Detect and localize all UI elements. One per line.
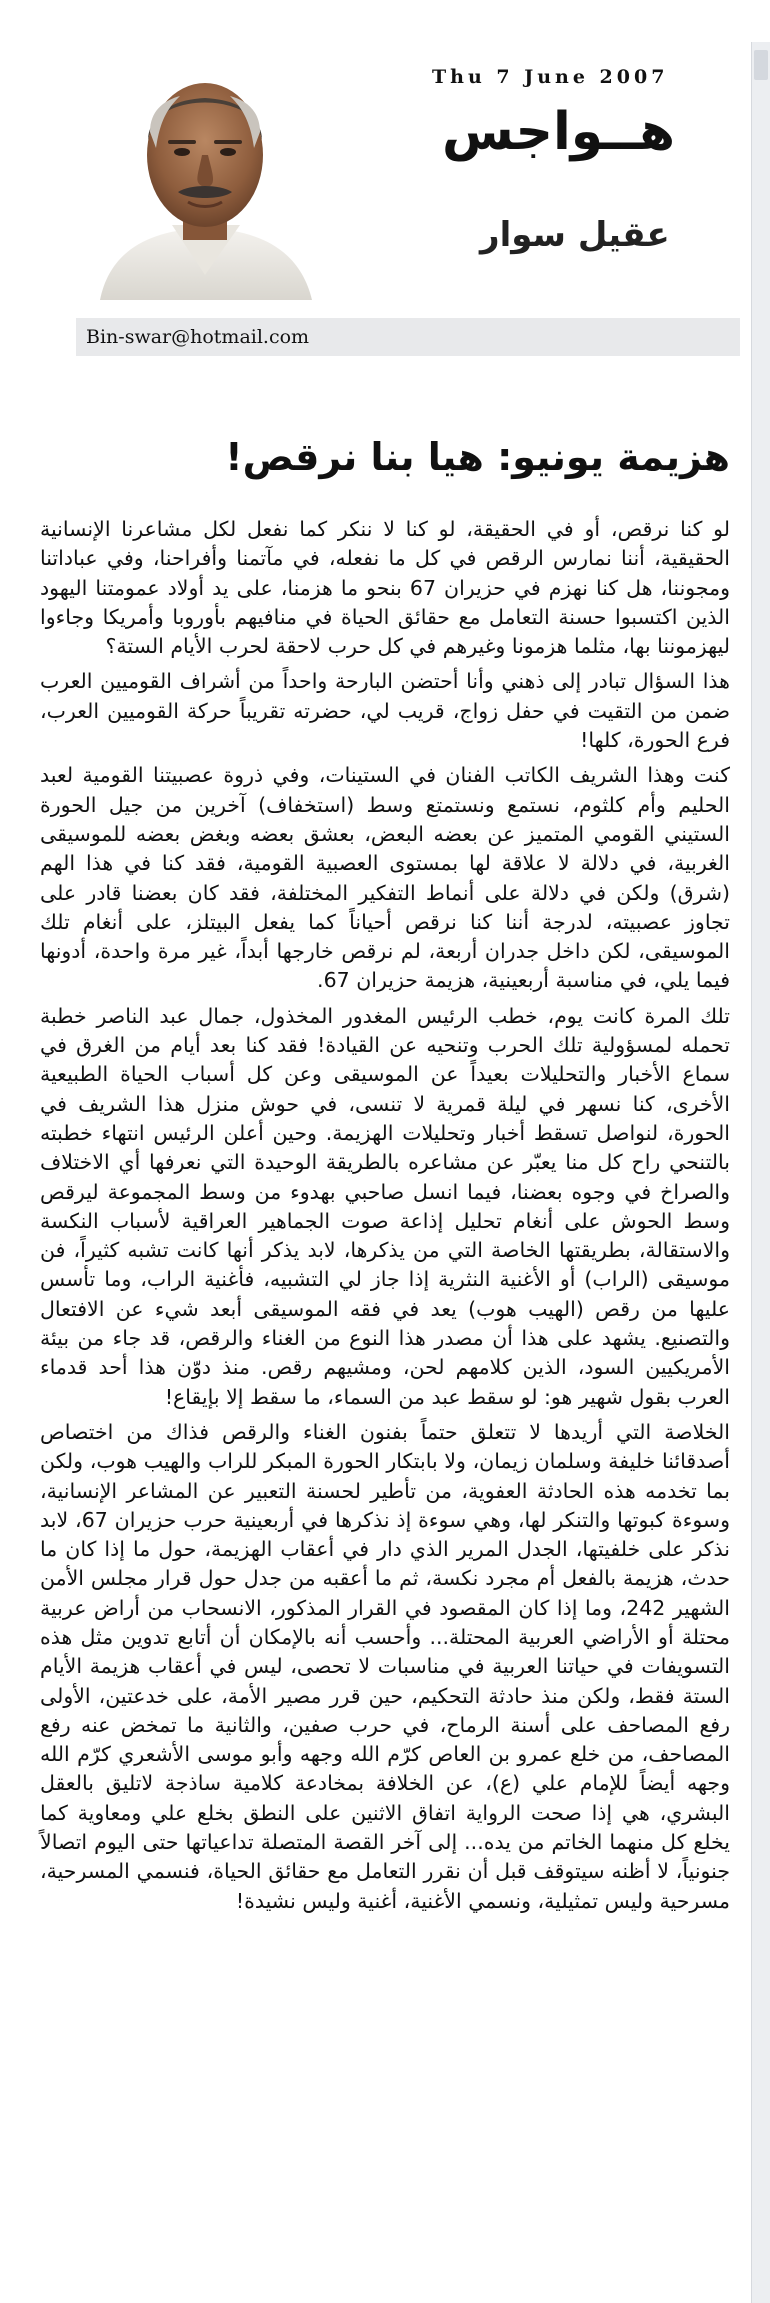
- article-paragraph: لو كنا نرقص، أو في الحقيقة، لو كنا لا ننكر كما نفعل لكل مشاعرنا الإنسانية الحقيقية، أننا نمارس الرقص في كل ما نفعله، في مآتمنا وأفراحنا، وفي عباداتنا ومجوننا، هل كنا نهزم في حزيران 67 بنحو ما هزمنا، على يد أولاد عمومتنا اليهود الذين اكتسبوا حسنة التعامل مع حقائق الحياة في منافيهم بأوروبا وأمريكا وجاءوا ليهزموننا بها، مثلما هزمونا وغيرهم في كل حرب لاحقة لحرب الأيام الستة؟: [40, 517, 730, 659]
- author-portrait-image: [90, 60, 320, 300]
- article-paragraph: كنت وهذا الشريف الكاتب الفنان في الستينات، وفي ذروة عصبيتنا القومية لعبد الحليم وأم كلثوم، نستمع ونستمتع وسط (استخفاف) آخرين من جيل الحورة الستيني القومي المتميز عن بعضه البعض، بعشق بعضه وبغض بعضه للموسيقى الغربية، في دلالة لا علاقة لها بمستوى العصبية القومية، فقد كنا في هذا الهم (شرق) ولكن في دلالة على أنماط التفكير المختلفة، فقد كان بعضنا قادر على تجاوز عصبيته، لدرجة أننا كنا نرقص أحياناً كما يفعل البيتلز، على أنغام تلك الموسيقى، لكن داخل جدران أربعة، لم نرقص خارجها أبداً، غير مرة واحدة، أدونها فيما يلي، في مناسبة أربعينية، هزيمة حزيران 67.: [40, 763, 730, 993]
- email-bar: [76, 318, 740, 356]
- author-email-link[interactable]: Bin-swar@hotmail.com: [86, 326, 310, 348]
- article-paragraph: الخلاصة التي أريدها لا تتعلق حتماً بفنون الغناء والرقص فذاك من اختصاص أصدقائنا خليفة وسلمان زيمان، ولا بابتكار الحورة المبكر للراب والهيب هوب، ولكن بما تخدمه هذه الحادثة العفوية، من تأطير لحسنة التعبير عن المشاعر الإنسانية، وسوءة كبوتها والتنكر لها، وهي سوءة إذ نذكرها في أربعينية حرب حزيران 67، لابد نذكر على خلفيتها، الجدل المرير الذي دار في أعقاب الهزيمة، حول ما إذا كان ما حدث، هزيمة بالفعل أم مجرد نكسة، ثم ما أعقبه من جدل حول قرار مجلس الأمن الشهير 242، وما إذا كان المقصود في القرار المذكور، الانسحاب من أراض عربية محتلة أو الأراضي العربية المحتلة... وأحسب أنه بالإمكان أن أتابع تدوين مثل هذه التسويفات في حياتنا العربية في مناسبات لا تحصى، ليس في أعقاب هزيمة الأيام الستة فقط، ولكن منذ حادثة التحكيم، حين قرر مصير الأمة، على خدعتين، الأولى رفع المصاحف على أسنة الرماح، في حرب صفين، والثانية ما تمخض عنه رفع المصاحف، من خلع عمرو بن العاص كرّم الله وجهه وأبو موسى الأشعري كرّم الله وجهه أيضاً للإمام علي (ع)، عن الخلافة بمخادعة كلامية ساذجة لاتليق بالعقل البشري، هي إذا صحت الرواية اتفاق الاثنين على النطق بخلع علي ومعاوية كما يخلع كل منهما الخاتم من يده... إلى آخر القصة المتصلة تداعياتها حتى اليوم اتصالاً جنونياً، لا أظنه سيتوقف قبل أن نقرر التعامل مع حقائق الحياة، فنسمي المسرحية، مسرحية وليس تمثيلية، ونسمي الأغنية، أغنية وليس نشيدة!: [40, 1419, 730, 1913]
- article-headline: هزيمة يونيو: هيا بنا نرقص!: [225, 435, 730, 479]
- article-paragraph: تلك المرة كانت يوم، خطب الرئيس المغدور المخذول، جمال عبد الناصر خطبة تحمله لمسؤولية تلك الحرب وتنحيه عن القيادة! فقد كنا بعد أيام من الغرق في سماع الأخبار والتحليلات بعيداً عن الموسيقى وعن كل أسباب الحياة الطبيعية الأخرى، كنا نسهر في ليلة قمرية لا تنسى، في حوش منزل هذا الشريف في الحورة، لنواصل تسقط أخبار وتحليلات الهزيمة. وحين أعلن الرئيس انتهاء خطبته بالتنحي راح كل منا يعبّر عن مشاعره بالطريقة الوحيدة التي نعرفها أي الاختلاف والصراخ في وجوه بعضنا، فيما انسل صاحبي بهدوء من وسط المجموعة ليرقص وسط الحوش على أنغام تحليل إذاعة صوت الجماهير العراقية لأسباب النكسة والاستقالة، بطريقتها الخاصة التي من يذكرها، لابد يذكر أنها كانت تشبه كثيراً، فن موسيقى (الراب) أو الأغنية النثرية إذا جاز لي التشبيه، فأغنية الراب، وما تأسس عليها من رقص (الهيب هوب) يعد في فقه الموسيقى أبعد شيء عن الافتعال والتصنيع. يشهد على هذا أن مصدر هذا النوع من الغناء والرقص، قد جاء من بيئة الأمريكيين السود، الذين كلامهم لحن، ومشيهم رقص. منذ دوّن هذا أحد قدماء العرب بقول شهير هو: لو سقط عبد من السماء، ما سقط إلا بإيقاع!: [40, 1003, 730, 1409]
- article-paragraph: هذا السؤال تبادر إلى ذهني وأنا أحتضن البارحة واحداً من أشراف القوميين العرب ضمن من التقيت في حفل زواج، قريب لي، حضرته تقريباً حركة القوميين العرب، فرع الحورة، كلها!: [40, 669, 730, 753]
- column-header: [70, 60, 740, 360]
- issue-date: Thu 7 June 2007: [432, 66, 669, 88]
- scrollbar[interactable]: [751, 42, 770, 2303]
- scrollbar-thumb[interactable]: [754, 50, 768, 80]
- author-photo: [90, 60, 320, 300]
- column-title: هــواجس: [442, 102, 676, 162]
- author-name: عقيل سوار: [480, 215, 670, 255]
- article-body: [40, 515, 730, 1922]
